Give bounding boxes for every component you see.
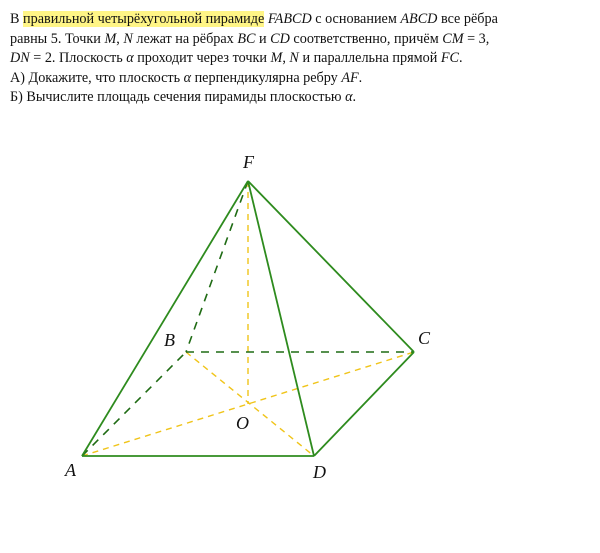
plane-alpha: α [126, 50, 134, 66]
vertex-label-a: A [65, 460, 76, 480]
point-m: M [104, 30, 117, 47]
text-fragment: лежат на рёбрах [132, 30, 238, 47]
vertex-label-o: O [236, 413, 249, 433]
highlighted-phrase: правильной четырёхугольной пирамиде [23, 11, 265, 27]
text-fragment: с основанием [311, 11, 401, 27]
hidden-edge-fb [186, 181, 248, 352]
point-n: N [289, 50, 299, 66]
text-fragment: . [459, 50, 463, 66]
point-n: N [123, 30, 133, 47]
pyramid-name: FABCD [267, 11, 312, 27]
text-fragment: А) Докажите, что плоскость [10, 69, 184, 86]
text-fragment: проходит через точки [133, 50, 271, 66]
base-name: ABCD [400, 11, 438, 27]
text-fragment: Б) Вычислите площадь сечения пирамиды плоскостью [10, 89, 346, 105]
diagonal-bd [186, 352, 314, 456]
text-fragment: = 2. Плоскость [29, 50, 127, 66]
line-fc: FC [440, 50, 459, 66]
text-fragment: равны 5. Точки [10, 30, 105, 47]
edge-fd [248, 181, 314, 456]
vertex-label-f: F [243, 152, 254, 172]
edge-dc [314, 352, 414, 456]
vertex-label-c: C [418, 328, 431, 348]
text-fragment: , [116, 30, 124, 47]
segment-dn: DN [10, 50, 30, 66]
text-fragment: и параллельна прямой [298, 50, 441, 66]
segment-cm: CM [442, 30, 464, 47]
text-fragment: . [358, 69, 363, 86]
text-fragment: В [10, 11, 24, 27]
edge-fa [82, 181, 248, 456]
text-fragment: , [282, 50, 290, 66]
point-m: M [270, 50, 283, 66]
vertex-label-b: B [164, 330, 175, 350]
hidden-edge-ab [82, 352, 186, 456]
edge-bc: BC [237, 30, 256, 47]
text-fragment: и [255, 30, 271, 47]
edge-fc [248, 181, 414, 352]
text-fragment: перпендикулярна ребру [191, 69, 342, 86]
vertex-label-d: D [313, 462, 326, 482]
edge-cd: CD [270, 30, 290, 47]
text-fragment: все рёбра [437, 11, 498, 27]
text-fragment: соответственно, причём [289, 30, 443, 47]
text-fragment: = 3, [463, 30, 490, 47]
edge-af: AF [341, 69, 359, 86]
plane-alpha: α [183, 69, 192, 86]
text-fragment: . [352, 89, 357, 105]
plane-alpha: α [345, 89, 353, 105]
